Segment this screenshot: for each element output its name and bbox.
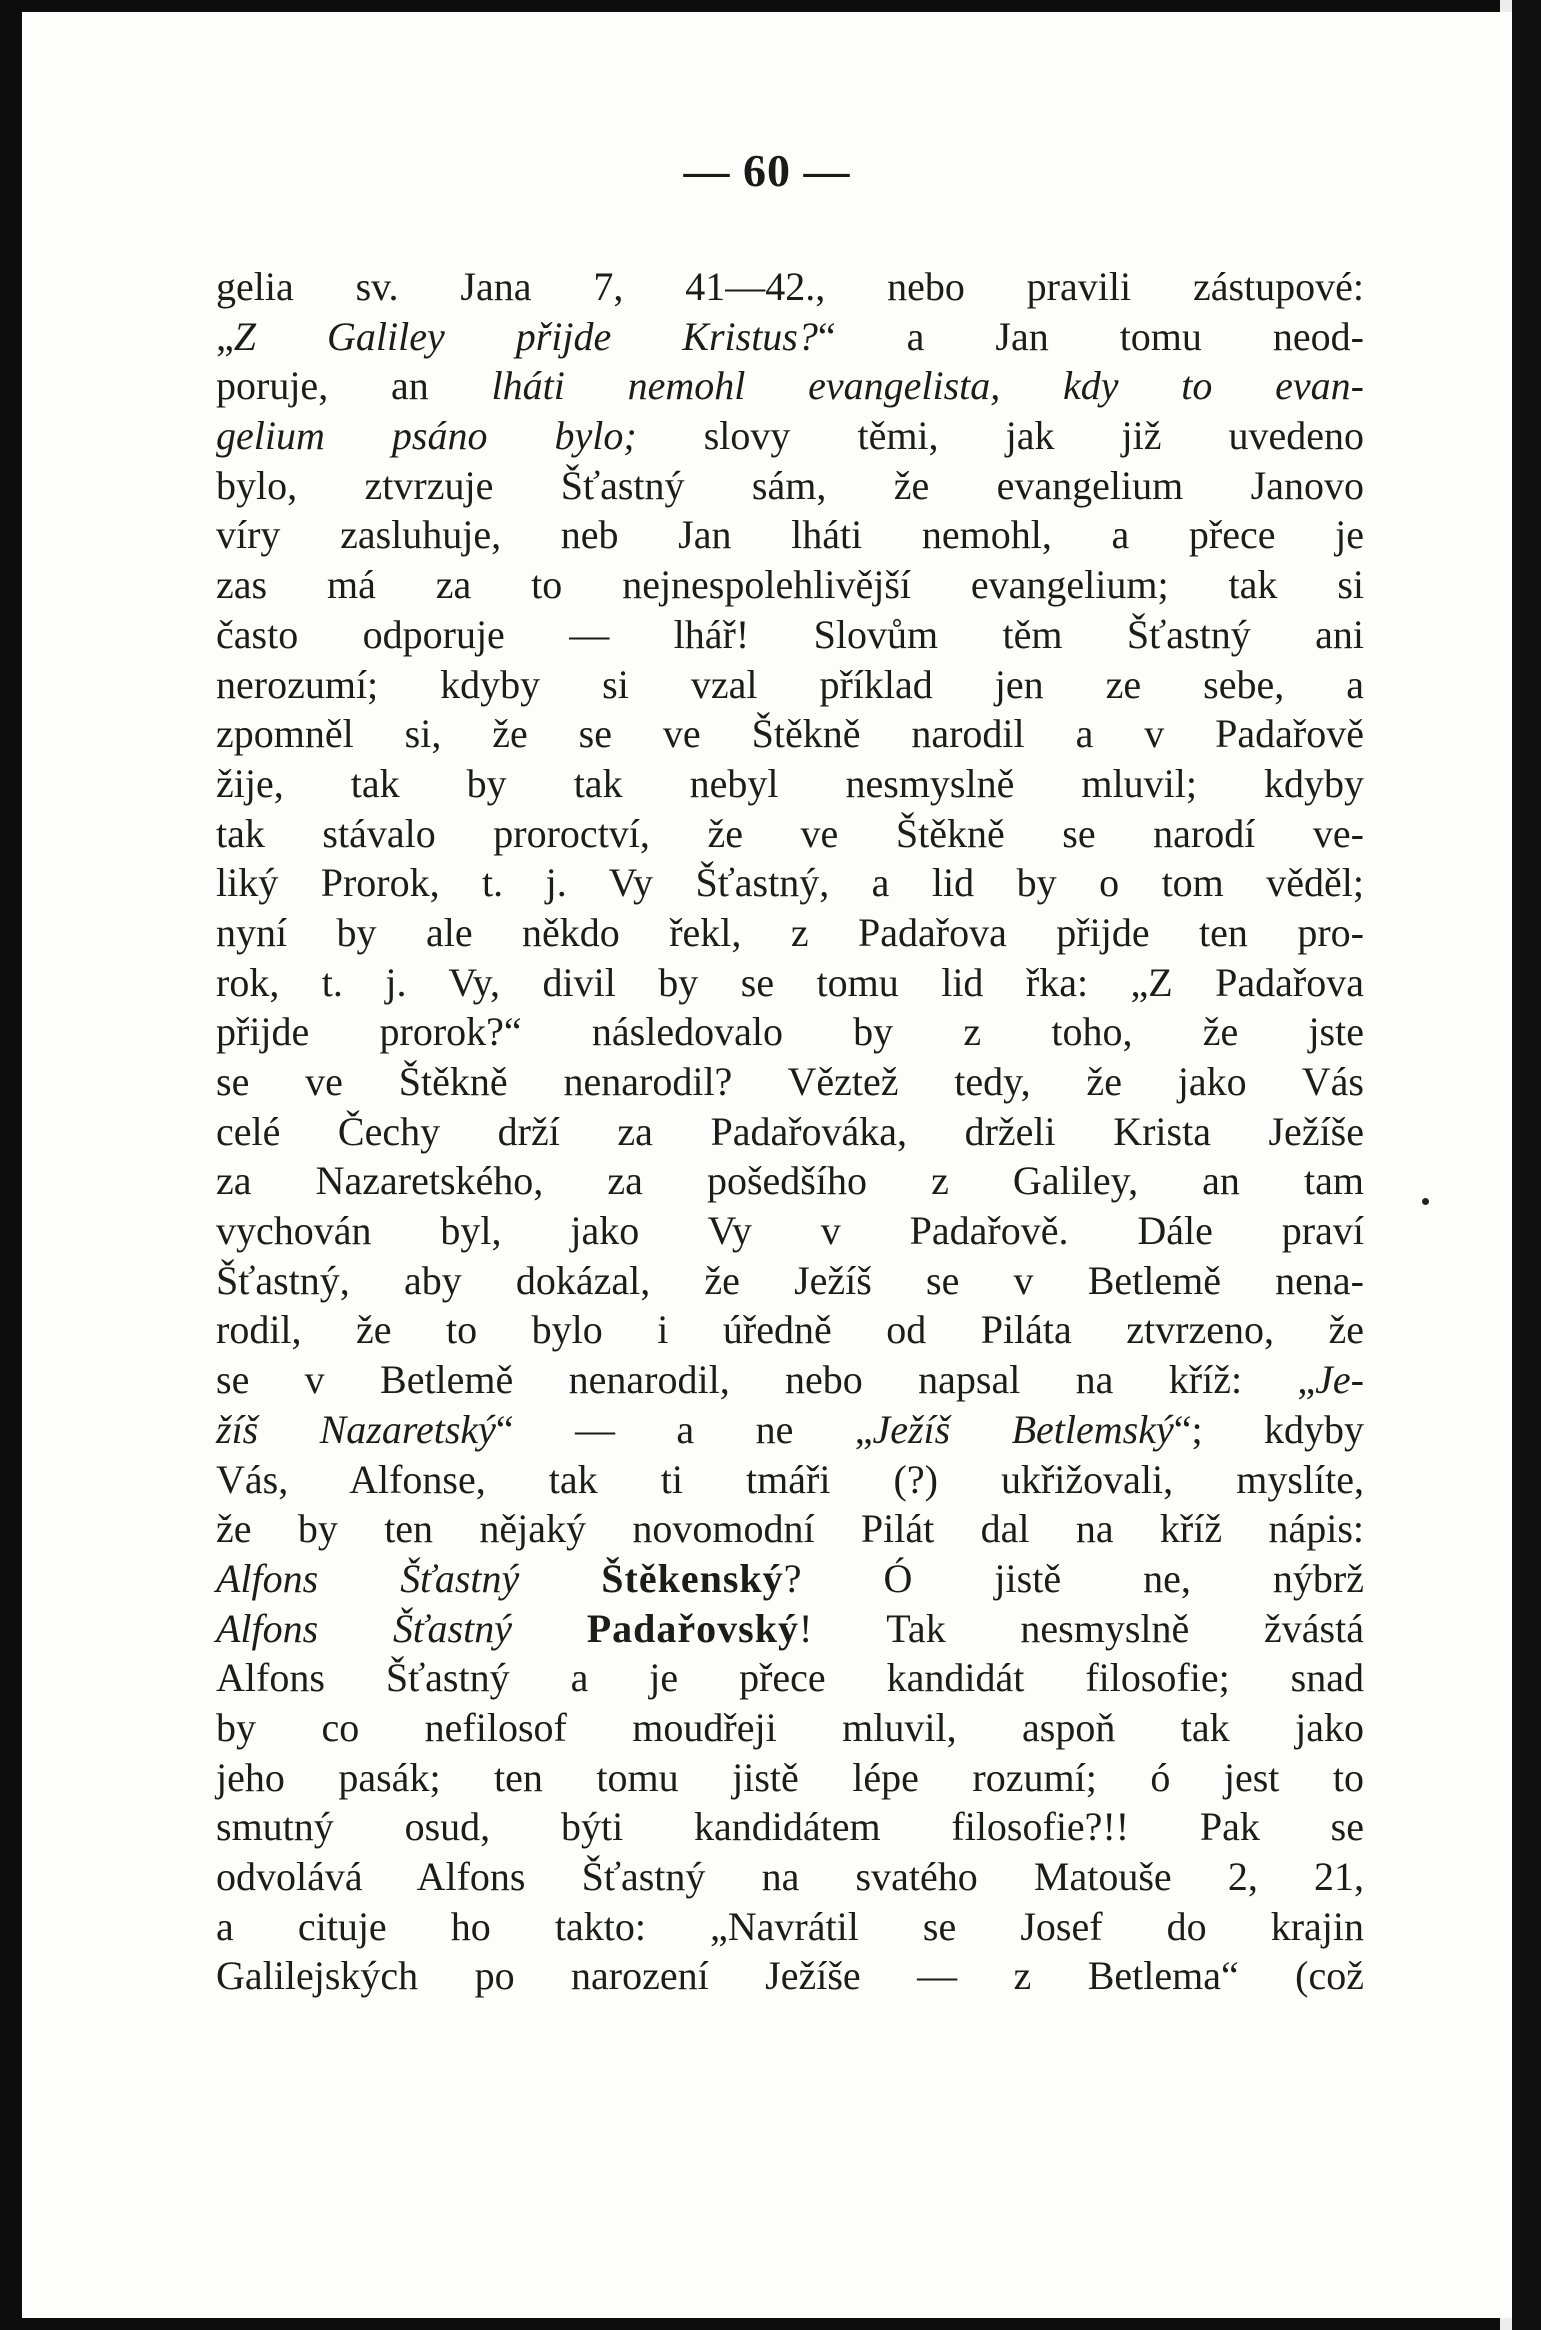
text-run: žíš Nazaretský (216, 1406, 496, 1452)
text-line (216, 1504, 1364, 1554)
text-run: se ve Štěkně nenarodil? Věztež tedy, že jako Vás (216, 1059, 1364, 1104)
text-run: Alfons Šťastný (216, 1555, 602, 1601)
text-run: „ (216, 313, 234, 359)
text-line (216, 411, 1364, 461)
text-line (216, 1703, 1364, 1753)
text-line (216, 709, 1364, 759)
text-line (216, 1753, 1364, 1803)
text-run: tak stávalo proroctví, že ve Štěkně se narodí ve- (216, 810, 1364, 856)
text-run: gelium psáno bylo; (216, 413, 637, 459)
text-line (216, 809, 1364, 859)
text-line (216, 1653, 1364, 1703)
text-line (216, 1554, 1364, 1604)
text-line (216, 1256, 1364, 1306)
text-run: “ — a ne „ (495, 1406, 873, 1452)
text-run: by co nefilosof moudřeji mluvil, aspoň tak jako (216, 1704, 1364, 1750)
text-line (216, 1604, 1364, 1654)
text-line (216, 1405, 1364, 1455)
text-line (216, 461, 1364, 511)
text-line (216, 1305, 1364, 1355)
text-run: “; kdyby (1173, 1406, 1365, 1452)
text-line (216, 1852, 1364, 1902)
text-run: Štěkenský (601, 1555, 784, 1601)
text-line (216, 958, 1364, 1008)
text-run: zas má za to nejnespolehlivější evangelium; tak si (216, 562, 1364, 608)
text-run: přijde prorok?“ následovalo by z toho, že jste (216, 1009, 1364, 1055)
text-line (216, 1355, 1364, 1405)
body-text (216, 262, 1364, 2001)
text-run: zpomněl si, že se ve Štěkně narodil a v Padařově (216, 711, 1364, 757)
text-line (216, 1951, 1364, 2001)
text-run: rodil, že to bylo i úředně od Piláta ztvrzeno, že (216, 1307, 1364, 1353)
text-run: nyní by ale někdo řekl, z Padařova přijde ten pro- (216, 909, 1364, 955)
text-run: jeho pasák; ten tomu jistě lépe rozumí; ó jest to (216, 1754, 1364, 1800)
text-line (216, 1007, 1364, 1057)
text-run: Ježíš Betlemský (872, 1406, 1174, 1452)
text-run: Galilejských po narození Ježíše — z Betlema“ (což (216, 1953, 1364, 1999)
text-run: za Nazaretského, za pošedšího z Galiley, an tam (216, 1158, 1364, 1204)
text-run: liký Prorok, t. j. Vy Šťastný, a lid by o tom věděl; (216, 860, 1364, 906)
page-number: — 60 — (683, 145, 851, 196)
text-run: Alfons Šťastný (216, 1605, 587, 1651)
text-run: a cituje ho takto: „Navrátil se Josef do krajin (216, 1903, 1364, 1949)
text-line (216, 610, 1364, 660)
text-line (216, 1156, 1364, 1206)
text-line (216, 361, 1364, 411)
ink-speck (1422, 1198, 1429, 1205)
text-run: Vás, Alfonse, tak ti tmáři (?) ukřižovali, myslíte, (216, 1456, 1364, 1502)
text-line (216, 1057, 1364, 1107)
text-run: nerozumí; kdyby si vzal příklad jen ze sebe, a (216, 661, 1364, 707)
text-run: ! Tak nesmyslně žvástá (798, 1605, 1364, 1651)
text-line (216, 560, 1364, 610)
text-line (216, 660, 1364, 710)
text-run: Je- (1315, 1357, 1364, 1403)
text-run: Padařovský (586, 1605, 799, 1651)
text-run: se v Betlemě nenarodil, nebo napsal na kříž: „ (216, 1357, 1316, 1403)
text-run: odvolává Alfons Šťastný na svatého Matouše 2, 21, (216, 1854, 1364, 1899)
text-run: smutný osud, býti kandidátem filosofie?!! Pak se (216, 1804, 1364, 1850)
scan-border (1512, 0, 1541, 2330)
text-line (216, 1107, 1364, 1157)
text-run: gelia sv. Jana 7, 41—42., nebo pravili zástupové: (216, 264, 1364, 309)
text-line (216, 312, 1364, 362)
text-run: Alfons Šťastný a je přece kandidát filosofie; snad (216, 1655, 1364, 1701)
text-run: lháti nemohl evangelista, kdy to evan- (491, 363, 1364, 409)
text-run: rok, t. j. Vy, divil by se tomu lid řka: „Z Padařova (216, 959, 1364, 1005)
text-run: že by ten nějaký novomodní Pilát dal na kříž nápis: (216, 1506, 1364, 1552)
text-line (216, 759, 1364, 809)
text-run: Šťastný, aby dokázal, že Ježíš se v Betlemě nena- (216, 1257, 1364, 1303)
text-run: ? Ó jistě ne, nýbrž (783, 1555, 1364, 1601)
text-line (216, 858, 1364, 908)
text-line (216, 908, 1364, 958)
text-run: celé Čechy drží za Padařováka, drželi Krista Ježíše (216, 1108, 1364, 1154)
text-run: bylo, ztvrzuje Šťastný sám, že evangelium Janovo (216, 462, 1364, 508)
text-line (216, 510, 1364, 560)
text-line (216, 1902, 1364, 1952)
text-run: Z Galiley přijde Kristus? (233, 313, 818, 359)
text-line (216, 1455, 1364, 1505)
text-run: poruje, an (216, 363, 492, 409)
text-run: slovy těmi, jak již uvedeno (636, 413, 1364, 459)
text-run: často odporuje — lhář! Slovům těm Šťastný ani (216, 611, 1364, 657)
text-line (216, 262, 1364, 312)
text-line (216, 1802, 1364, 1852)
text-run: žije, tak by tak nebyl nesmyslně mluvil; kdyby (216, 760, 1364, 806)
book-page (22, 12, 1512, 2318)
text-run: “ a Jan tomu neod- (817, 313, 1364, 359)
text-run: vychován byl, jako Vy v Padařově. Dále praví (216, 1208, 1364, 1254)
text-line (216, 1206, 1364, 1256)
text-run: víry zasluhuje, neb Jan lháti nemohl, a přece je (216, 512, 1364, 558)
